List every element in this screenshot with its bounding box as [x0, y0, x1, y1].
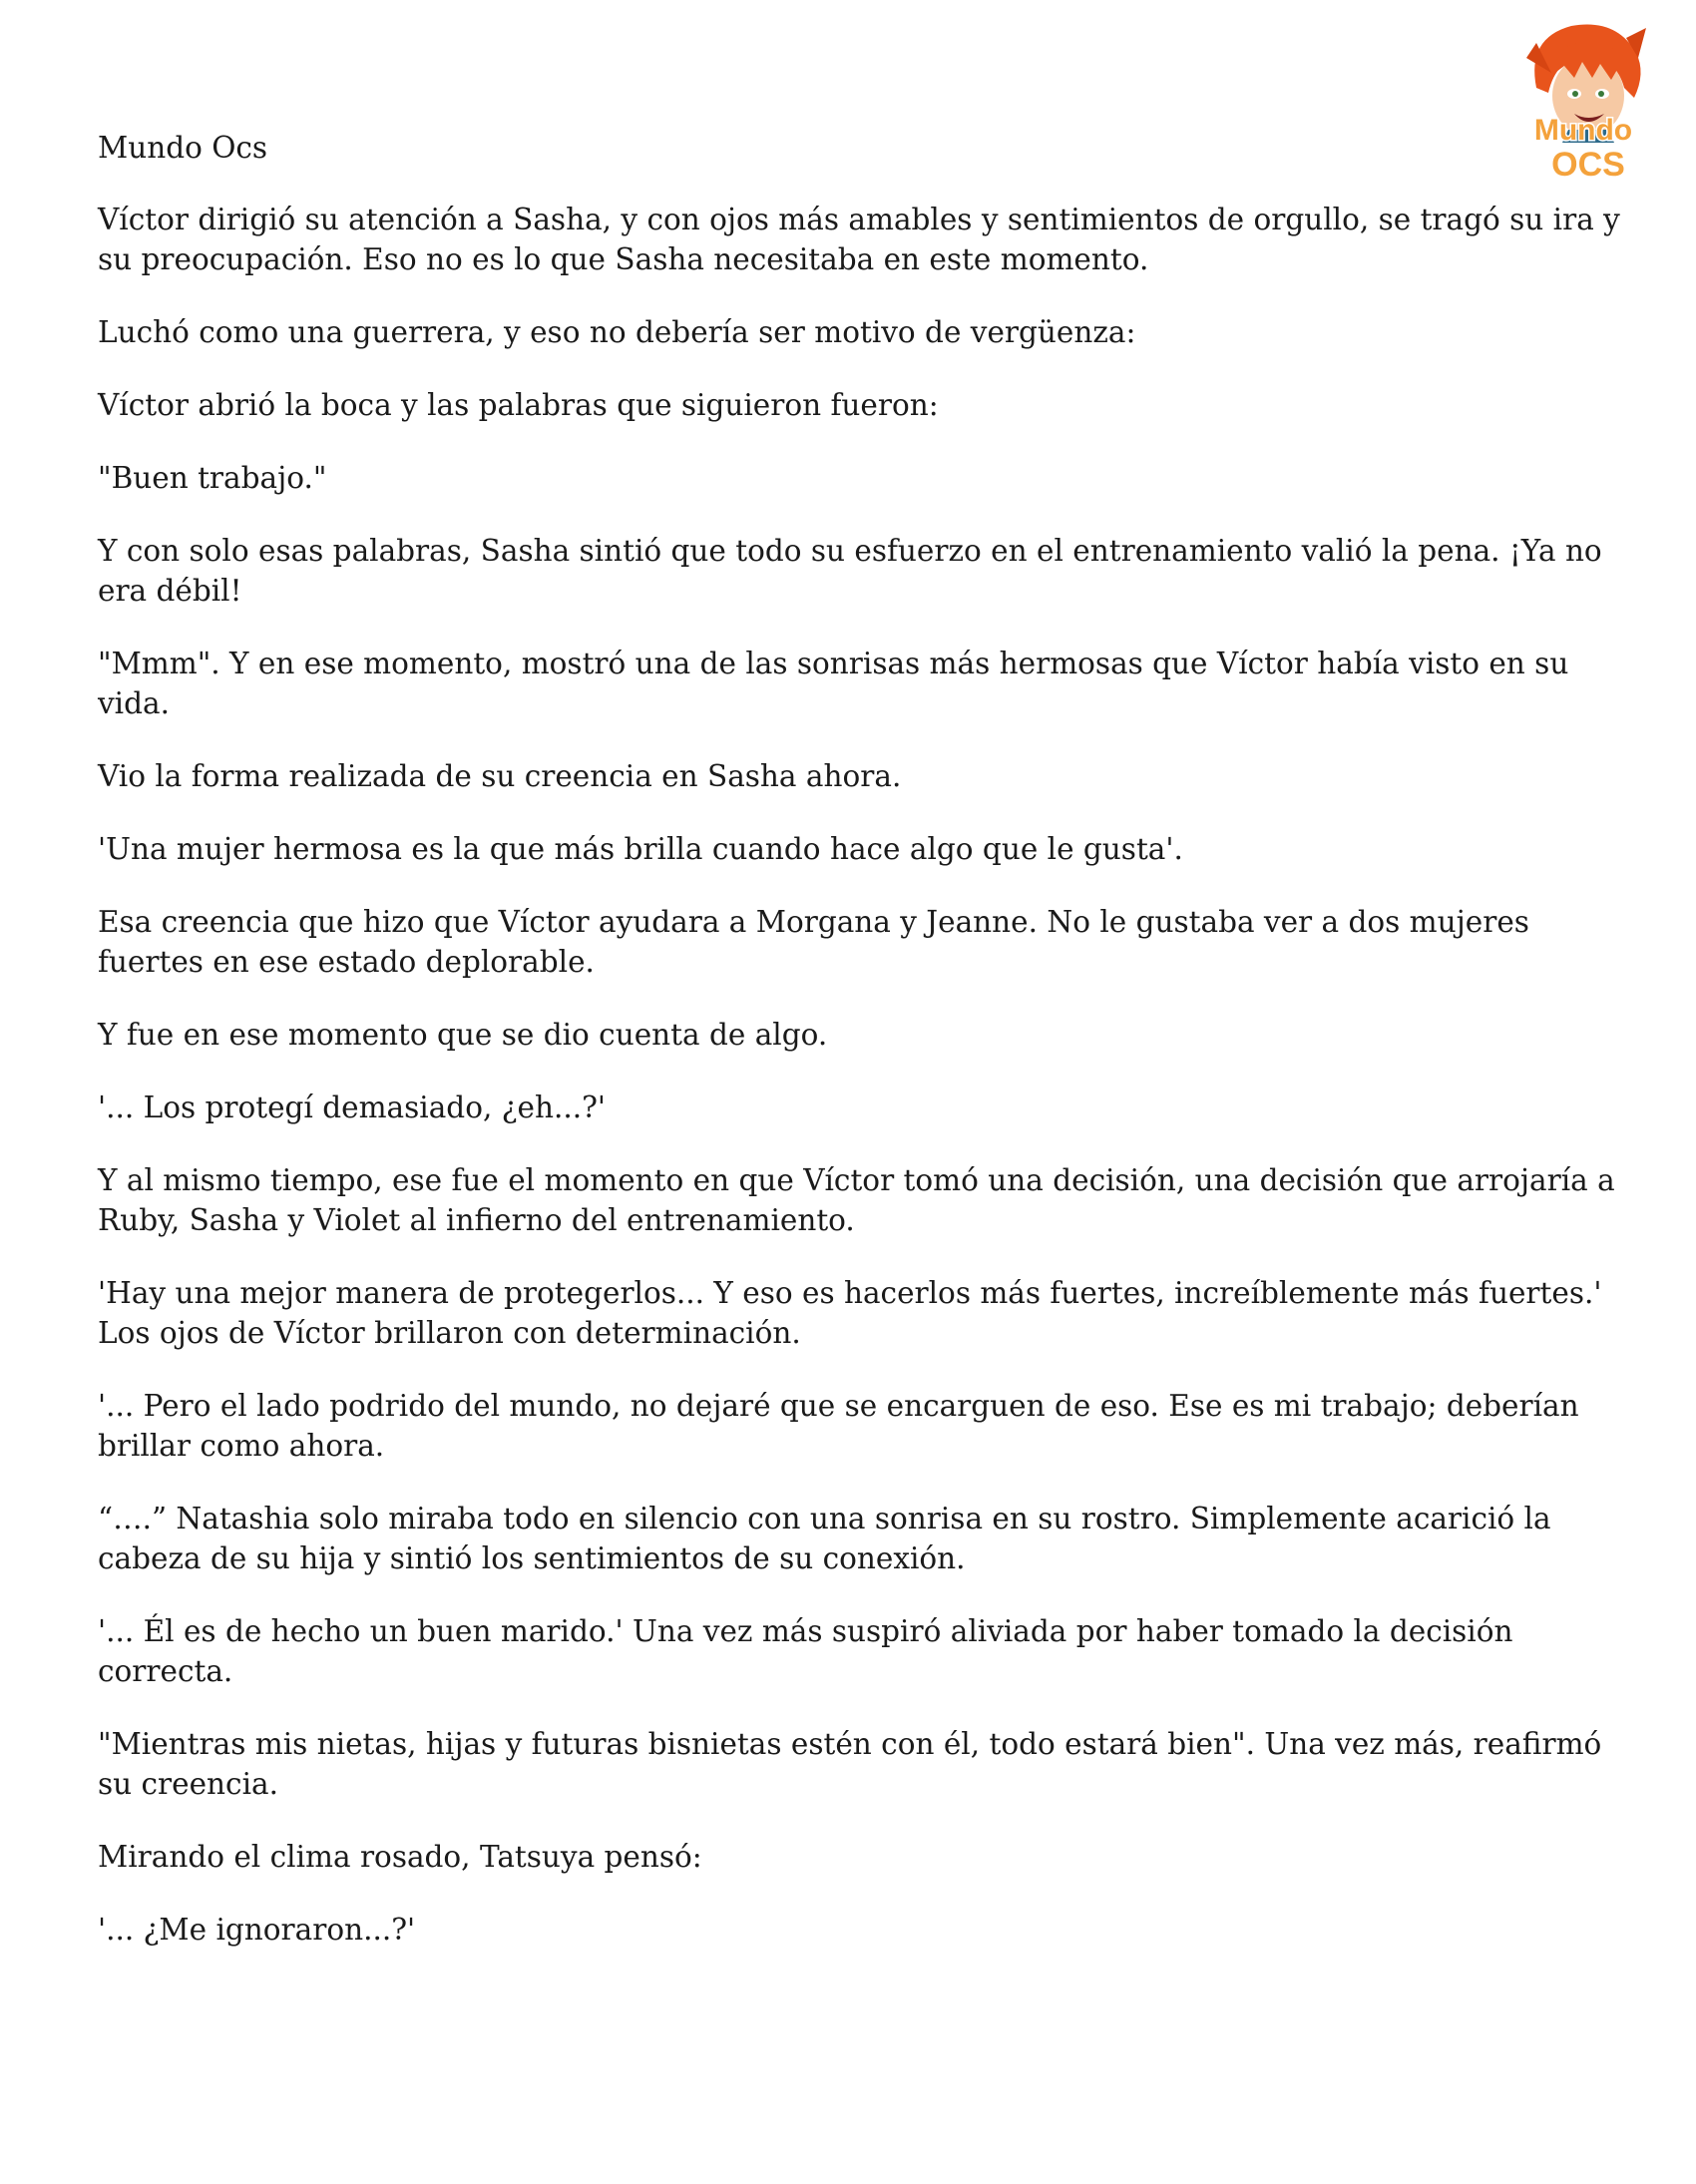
paragraph: "Buen trabajo." [98, 461, 327, 495]
paragraph: Víctor dirigió su atención a Sasha, y con ojos más amables y sentimientos de orgullo, se tragó su ira y su preocupación. Eso no es lo que Sasha necesitaba en este momento. [98, 203, 1620, 276]
document-body [98, 128, 1634, 1982]
paragraph: Y con solo esas palabras, Sasha sintió que todo su esfuerzo en el entrenamiento valió la pena. ¡Ya no era débil! [98, 534, 1602, 608]
paragraph: “….” Natashia solo miraba todo en silencio con una sonrisa en su rostro. Simplemente acarició la cabeza de su hija y sintió los sentimientos de su conexión. [98, 1502, 1551, 1575]
paragraph: Vio la forma realizada de su creencia en Sasha ahora. [98, 759, 902, 793]
paragraph: "Mientras mis nietas, hijas y futuras bisnietas estén con él, todo estará bien". Una vez más, reafirmó su creencia. [98, 1727, 1602, 1801]
paragraph: Esa creencia que hizo que Víctor ayudara a Morgana y Jeanne. No le gustaba ver a dos mujeres fuertes en ese estado deplorable. [98, 905, 1529, 979]
paragraph: '... Él es de hecho un buen marido.' Una vez más suspiró aliviada por haber tomado la decisión correcta. [98, 1614, 1513, 1688]
page-header: Mundo Ocs [98, 131, 268, 165]
paragraph: '... Pero el lado podrido del mundo, no dejaré que se encarguen de eso. Ese es mi trabajo; deberían brillar como ahora. [98, 1389, 1579, 1463]
paragraph: Y fue en ese momento que se dio cuenta de algo. [98, 1018, 828, 1052]
paragraph: Luchó como una guerrera, y eso no debería ser motivo de vergüenza: [98, 315, 1136, 349]
paragraph: Mirando el clima rosado, Tatsuya pensó: [98, 1840, 702, 1874]
paragraph: 'Una mujer hermosa es la que más brilla cuando hace algo que le gusta'. [98, 832, 1183, 866]
paragraph: "Mmm". Y en ese momento, mostró una de las sonrisas más hermosas que Víctor había visto en su vida. [98, 647, 1569, 720]
paragraph: '... Los protegí demasiado, ¿eh...?' [98, 1091, 607, 1124]
paragraph: 'Hay una mejor manera de protegerlos... Y eso es hacerlos más fuertes, increíblemente más fuertes.' Los ojos de Víctor brillaron con determinación. [98, 1276, 1602, 1350]
paragraph: Víctor abrió la boca y las palabras que siguieron fueron: [98, 388, 939, 422]
logo-text-line1: Mundo [1533, 114, 1633, 147]
paragraph: Y al mismo tiempo, ese fue el momento en que Víctor tomó una decisión, una decisión que arrojaría a Ruby, Sasha y Violet al infierno del entrenamiento. [98, 1163, 1615, 1237]
paragraph: '... ¿Me ignoraron...?' [98, 1913, 416, 1947]
logo-text-line2: OCS [1551, 146, 1625, 184]
